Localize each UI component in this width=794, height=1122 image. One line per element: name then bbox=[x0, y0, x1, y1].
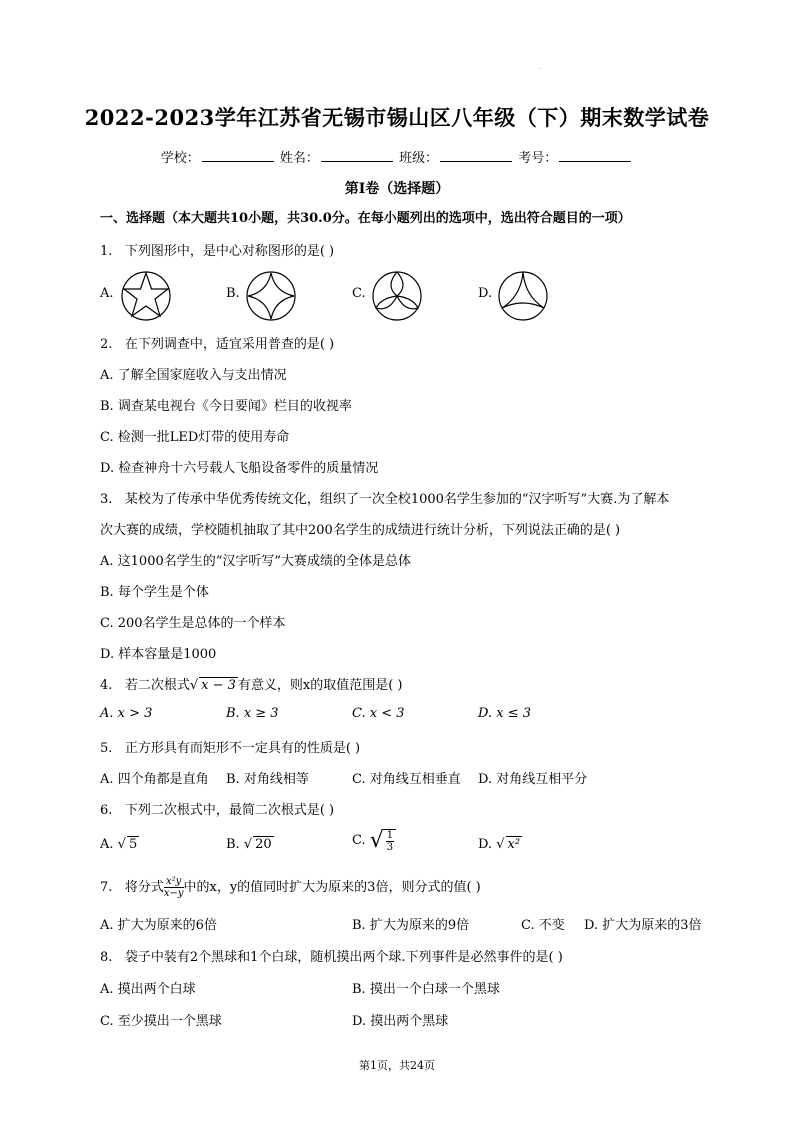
q5-option-c: C. 对角线互相垂直 bbox=[352, 772, 461, 787]
exam-no-blank[interactable] bbox=[559, 149, 631, 162]
question-stem-post: 中的x，y的值同时扩大为原来的3倍，则分式的值( ) bbox=[183, 880, 481, 895]
question-stem-pre: 若二次根式 bbox=[124, 678, 190, 693]
q4-option-a: A. x > 3 bbox=[100, 706, 153, 721]
school-label: 学校： bbox=[160, 151, 200, 166]
q6-option-c: C. √ $\frac{1}{3}$ bbox=[352, 828, 396, 853]
question-number: 1. bbox=[100, 244, 113, 259]
question-number: 3. bbox=[100, 492, 113, 507]
q1-option-a-label: A. bbox=[100, 286, 114, 301]
fraction: $\frac{1}{3}$ bbox=[384, 829, 396, 853]
question-number: 7. bbox=[100, 880, 113, 895]
question-number: 4. bbox=[100, 678, 113, 693]
q3-option-c: C. 200名学生是总体的一个样本 bbox=[100, 616, 286, 631]
q3-option-d: D. 样本容量是1000 bbox=[100, 647, 217, 662]
q6-option-a: A. √ 5 bbox=[100, 837, 138, 852]
question-7 bbox=[100, 876, 481, 899]
exam-no-label: 考号： bbox=[518, 151, 558, 166]
option-label: A. bbox=[100, 837, 114, 852]
question-number: 8. bbox=[100, 950, 113, 965]
question-stem: 下列图形中，是中心对称图形的是( ) bbox=[124, 244, 335, 259]
student-info-line bbox=[0, 147, 794, 166]
question-3-line-1 bbox=[100, 488, 669, 507]
question-stem: 在下列调查中，适宜采用普查的是( ) bbox=[124, 337, 335, 352]
option-label: B. bbox=[226, 837, 240, 852]
question-number: 6. bbox=[100, 803, 113, 818]
class-blank[interactable] bbox=[440, 149, 512, 162]
q7-option-a: A. 扩大为原来的6倍 bbox=[100, 918, 217, 933]
q7-option-d: D. 扩大为原来的3倍 bbox=[584, 918, 702, 933]
q6-option-b: B. √ 20 bbox=[226, 837, 272, 852]
question-3-line-2: 次大赛的成绩，学校随机抽取了其中200名学生的成绩进行统计分析，下列说法正确的是( ) bbox=[100, 523, 621, 538]
radicand: 20 bbox=[255, 837, 272, 852]
class-label: 班级： bbox=[399, 151, 439, 166]
question-stem-pre: 将分式 bbox=[124, 880, 164, 895]
q2-option-d: D. 检查神舟十六号载人飞船设备零件的质量情况 bbox=[100, 461, 379, 476]
q1-option-d-label: D. bbox=[478, 286, 493, 301]
q3-option-a: A. 这1000名学生的“汉字听写”大赛成绩的全体是总体 bbox=[100, 554, 412, 569]
concave-square-in-circle-icon bbox=[245, 270, 297, 322]
q4-option-b: B. x ≥ 3 bbox=[226, 706, 279, 721]
q3-option-b: B. 每个学生是个体 bbox=[100, 585, 209, 600]
q5-option-d: D. 对角线互相平分 bbox=[478, 772, 588, 787]
question-2 bbox=[100, 333, 334, 352]
question-stem: 某校为了传承中华优秀传统文化，组织了一次全校1000名学生参加的“汉字听写”大赛.为了解本 bbox=[124, 492, 670, 507]
question-number: 5. bbox=[100, 741, 113, 756]
question-stem: 下列二次根式中，最简二次根式是( ) bbox=[124, 803, 335, 818]
q2-option-b: B. 调查某电视台《今日要闻》栏目的收视率 bbox=[100, 399, 352, 414]
q4-option-c: C. x < 3 bbox=[352, 706, 405, 721]
name-blank[interactable] bbox=[321, 149, 393, 162]
question-stem: 袋子中装有2个黑球和1个白球，随机摸出两个球.下列事件是必然事件的是( ) bbox=[124, 950, 563, 965]
question-4 bbox=[100, 674, 403, 693]
option-label: C. bbox=[352, 833, 366, 848]
q8-option-d: D. 摸出两个黑球 bbox=[352, 1014, 449, 1029]
page-title: 2022-2023学年江苏省无锡市锡山区八年级（下）期末数学试卷 bbox=[84, 105, 710, 130]
question-number: 2. bbox=[100, 337, 113, 352]
q1-option-b-label: B. bbox=[226, 286, 240, 301]
q5-option-a: A. 四个角都是直角 bbox=[100, 772, 209, 787]
question-stem-post: 有意义，则x的取值范围是( ) bbox=[237, 678, 403, 693]
name-label: 姓名： bbox=[279, 151, 319, 166]
q7-option-c: C. 不变 bbox=[521, 918, 565, 933]
question-5 bbox=[100, 737, 360, 756]
option-label: D. bbox=[478, 837, 493, 852]
volume-heading: 第I卷（选择题） bbox=[344, 181, 450, 197]
corner-mark: . bbox=[539, 62, 542, 71]
question-1 bbox=[100, 240, 334, 259]
q5-option-b: B. 对角线相等 bbox=[226, 772, 309, 787]
three-arcs-in-circle-icon bbox=[371, 270, 423, 322]
q7-option-b: B. 扩大为原来的9倍 bbox=[352, 918, 470, 933]
q8-option-b: B. 摸出一个白球一个黑球 bbox=[352, 982, 500, 997]
q4-option-d: D. x ≤ 3 bbox=[478, 706, 531, 721]
fraction: $\frac{\text{x²y}}{x-y}$ bbox=[163, 876, 184, 899]
radical-expression: x − 3 bbox=[201, 678, 236, 693]
school-blank[interactable] bbox=[202, 149, 274, 162]
star-in-circle-icon bbox=[120, 270, 172, 322]
q1-option-c-label: C. bbox=[352, 286, 366, 301]
q6-option-d: D. √ x² bbox=[478, 837, 521, 852]
q2-option-c: C. 检测一批LED灯带的使用寿命 bbox=[100, 430, 290, 445]
radicand: 5 bbox=[128, 837, 138, 852]
page-footer: 第1页，共24页 bbox=[359, 1059, 435, 1072]
q8-option-a: A. 摸出两个白球 bbox=[100, 982, 196, 997]
q8-option-c: C. 至少摸出一个黑球 bbox=[100, 1014, 222, 1029]
q2-option-a: A. 了解全国家庭收入与支出情况 bbox=[100, 368, 287, 383]
question-stem: 正方形具有而矩形不一定具有的性质是( ) bbox=[124, 741, 361, 756]
radical-sign: √ bbox=[189, 678, 199, 693]
question-8 bbox=[100, 946, 563, 965]
curved-triangle-in-circle-icon bbox=[497, 270, 549, 322]
section-heading: 一、选择题（本大题共10小题，共30.0分。在每小题列出的选项中，选出符合题目的一项） bbox=[100, 211, 631, 226]
radicand: x² bbox=[507, 837, 521, 852]
question-6 bbox=[100, 799, 334, 818]
